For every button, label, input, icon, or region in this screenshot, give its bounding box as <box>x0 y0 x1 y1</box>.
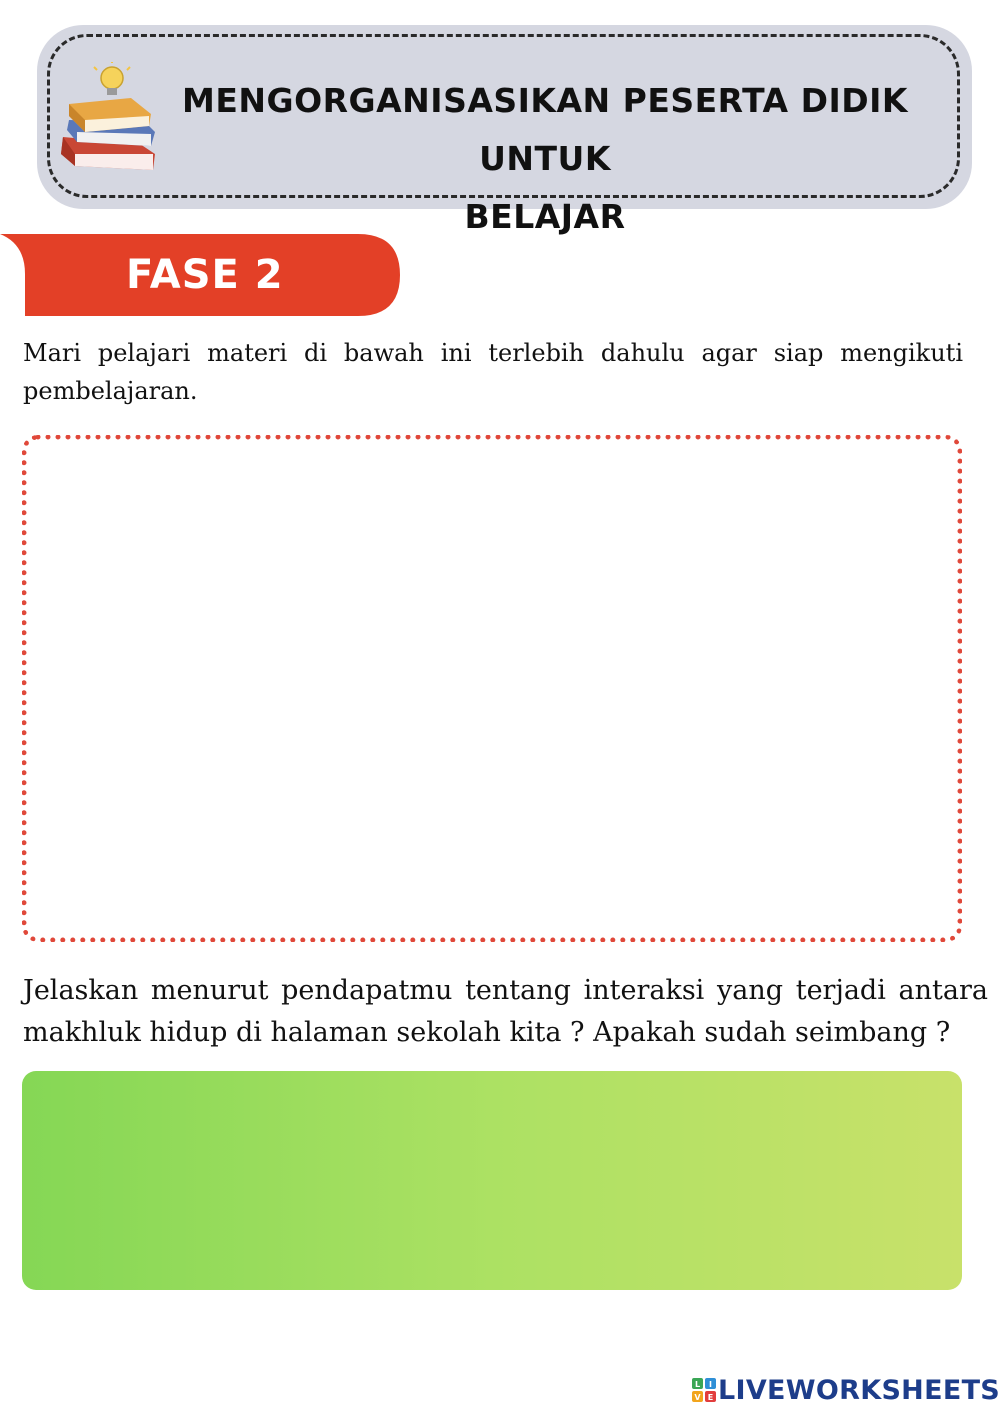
answer-input[interactable] <box>22 1071 962 1290</box>
svg-text:E: E <box>707 1393 714 1402</box>
brand-name: LIVEWORKSHEETS <box>718 1374 1000 1406</box>
question-text: Jelaskan menurut pendapatmu tentang interaksi yang terjadi antara makhluk hidup di halaman sekolah kita ? Apakah sudah seimbang ? <box>23 975 988 1048</box>
liveworksheets-mark-icon <box>692 1378 716 1402</box>
materi-content-box <box>22 435 962 942</box>
phase-label: FASE 2 <box>126 252 284 298</box>
svg-text:L: L <box>694 1380 701 1389</box>
svg-text:I: I <box>709 1380 712 1389</box>
page-title-line2: BELAJAR <box>464 197 626 236</box>
svg-text:V: V <box>694 1393 701 1402</box>
liveworksheets-logo <box>692 1373 1000 1407</box>
intro-text: Mari pelajari materi di bawah ini terlebih dahulu agar siap mengikuti pembelajaran. <box>23 339 963 405</box>
page-title-line1: MENGORGANISASIKAN PESERTA DIDIK UNTUK <box>182 81 908 178</box>
page-title <box>150 72 940 246</box>
books-lightbulb-icon <box>55 62 165 177</box>
